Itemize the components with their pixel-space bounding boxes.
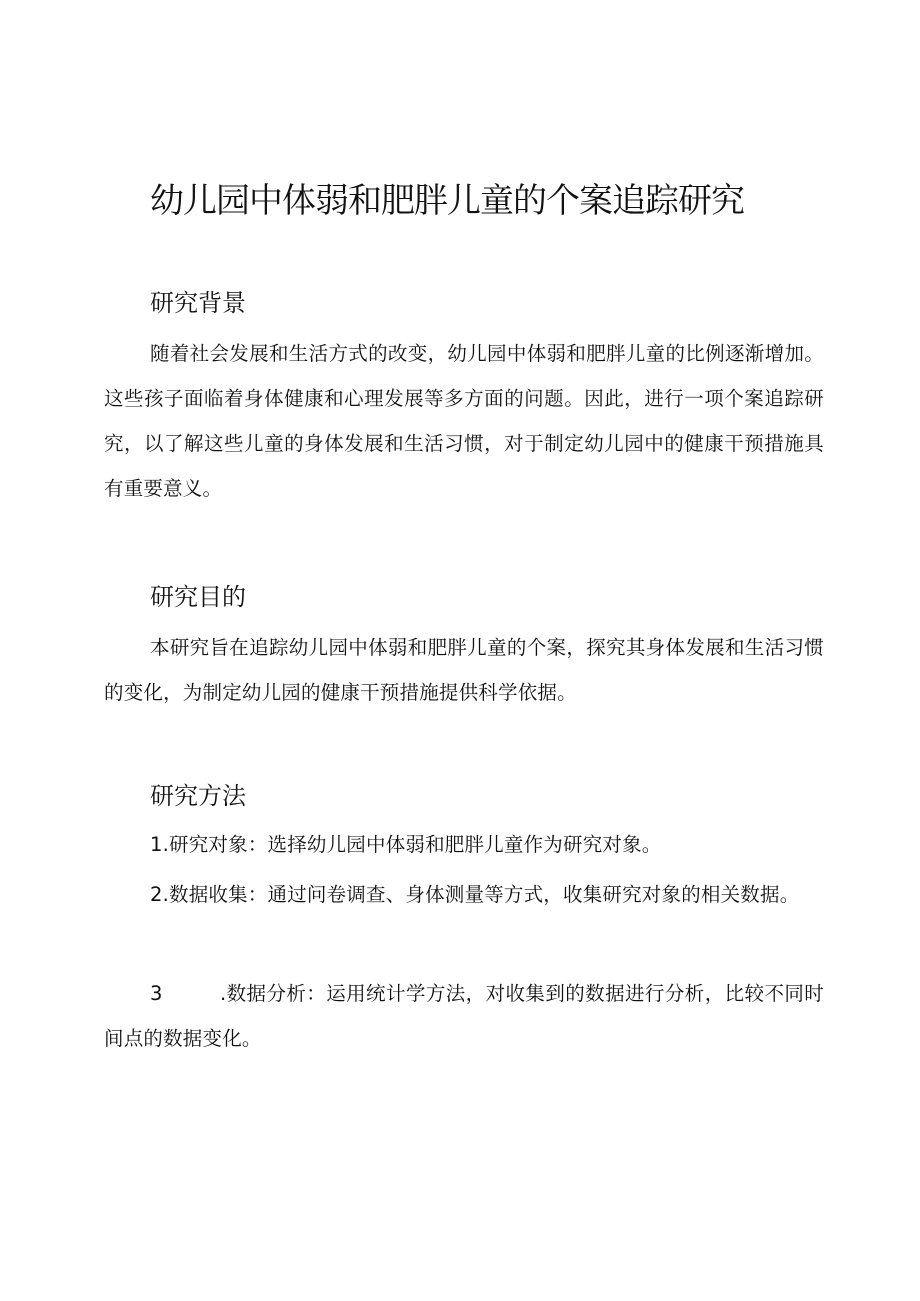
section-paragraph-background: 随着社会发展和生活方式的改变，幼儿园中体弱和肥胖儿童的比例逐渐增加。这些孩子面临着身体健康和心理发展等多方面的问题。因此，进行一项个案追踪研究，以了解这些儿童的身体发展和生活习惯，对于制定幼儿园中的健康干预措施具有重要意义。 xyxy=(104,342,824,500)
list-item-number: 1 xyxy=(150,833,163,856)
list-item-text: .研究对象：选择幼儿园中体弱和肥胖儿童作为研究对象。 xyxy=(162,833,662,856)
document-title: 幼儿园中体弱和肥胖儿童的个案追踪研究 xyxy=(150,181,744,221)
list-item-number: 2 xyxy=(150,883,163,906)
list-item xyxy=(104,822,824,867)
list-item-text: .数据收集：通过问卷调查、身体测量等方式，收集研究对象的相关数据。 xyxy=(162,883,800,906)
section-heading-method: 研究方法 xyxy=(150,782,246,810)
list-item xyxy=(104,872,824,917)
list-item-text: .数据分析：运用统计学方法，对收集到的数据进行分析，比较不同时间点的数据变化。 xyxy=(104,982,824,1050)
section-heading-purpose: 研究目的 xyxy=(150,583,246,611)
list-item-number: 3 xyxy=(150,982,163,1005)
section-heading-background: 研究背景 xyxy=(150,289,246,317)
list-item xyxy=(104,971,824,1061)
section-paragraph-purpose: 本研究旨在追踪幼儿园中体弱和肥胖儿童的个案，探究其身体发展和生活习惯的变化，为制定幼儿园的健康干预措施提供科学依据。 xyxy=(104,636,824,704)
